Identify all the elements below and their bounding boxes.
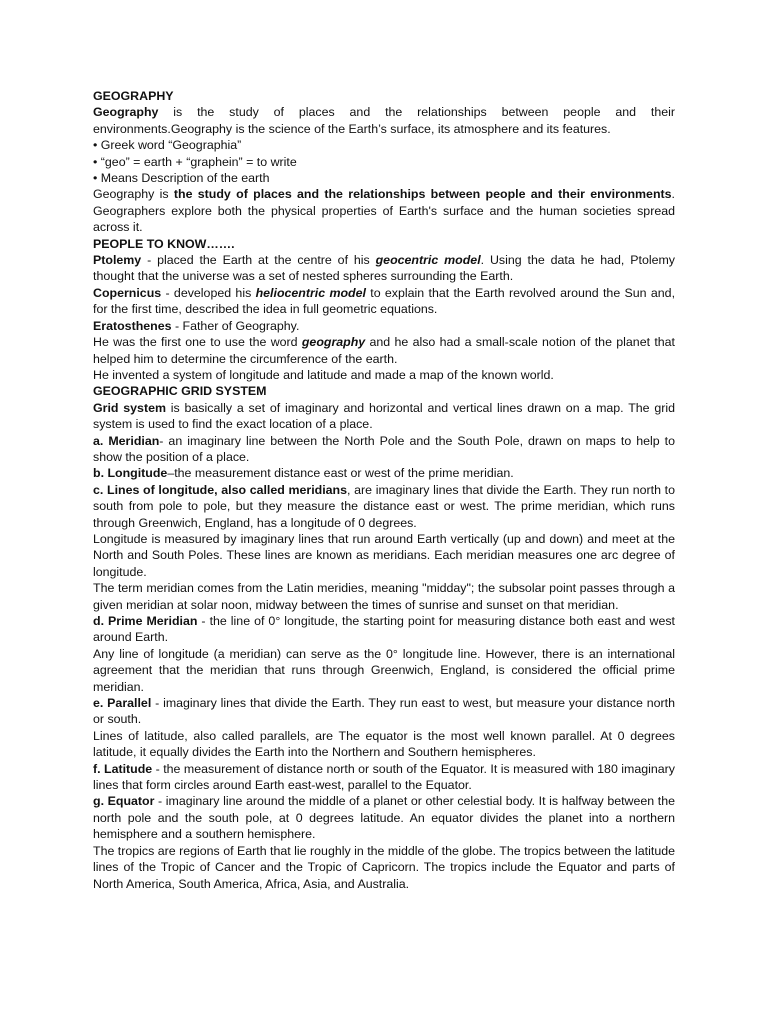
equator-item: g. Equator - imaginary line around the middle of a planet or other celestial body. It is halfway between the north pole and the south pole, at 0 degrees latitude. An equator divides the planet into a northern hemisphere and a southern hemisphere.	[93, 794, 676, 842]
longitude-item: b. Longitude–the measurement distance east or west of the prime meridian.	[93, 466, 514, 481]
meridian-item: a. Meridian- an imaginary line between the North Pole and the South Pole, drawn on maps to help to show the position of a place.	[93, 433, 675, 464]
tropics-paragraph: The tropics are regions of Earth that lie roughly in the middle of the globe. The tropics between the latitude lines of the Tropic of Cancer and the Tropic of Capricorn. The tropics include the Equator and parts of North America, South America, Africa, Asia, and Australia.	[93, 843, 675, 891]
bullet-item: • Greek word “Geographia”	[93, 138, 242, 153]
document-body	[93, 88, 675, 892]
bullet-item: • “geo” = earth + “graphein” = to write	[93, 154, 297, 169]
copernicus-paragraph: Copernicus - developed his heliocentric model to explain that the Earth revolved around the Sun and, for the first time, described the idea in full geometric equations.	[93, 285, 676, 317]
geography-definition: Geography is the study of places and the relationships between people and their environments.Geography is the science of the Earth’s surface, its atmosphere and its features.	[93, 105, 675, 136]
term: Geography	[93, 105, 159, 120]
section-heading-grid: GEOGRAPHIC GRID SYSTEM	[93, 384, 267, 399]
prime-meridian-paragraph: Any line of longitude (a meridian) can serve as the 0° longitude line. However, there is an international agreement that the meridian that runs through Greenwich, England, is considered the official prime meridian.	[93, 646, 675, 694]
parallel-item: e. Parallel - imaginary lines that divide the Earth. They run east to west, but measure your distance north or south.	[93, 696, 675, 727]
eratosthenes-paragraph: He was the first one to use the word geography and he also had a small-scale notion of the planet that helped him to determine the circumference of the earth.	[93, 335, 676, 366]
bullet-item: • Means Description of the earth	[93, 171, 270, 186]
meridian-term-paragraph: The term meridian comes from the Latin meridies, meaning "midday"; the subsolar point passes through a given meridian at solar noon, midway between the times of sunrise and sunset on that meridian.	[93, 581, 675, 612]
geography-paragraph: Geography is the study of places and the relationships between people and their environments. Geographers explore both the physical properties of Earth's surface and the human societies spread across it.	[93, 187, 675, 235]
prime-meridian-item: d. Prime Meridian - the line of 0° longitude, the starting point for measuring distance both east and west around Earth.	[93, 614, 675, 645]
longitude-paragraph: Longitude is measured by imaginary lines that run around Earth vertically (up and down) and meet at the North and South Poles. These lines are known as meridians. Each meridian measures one arc degree of longitude.	[93, 531, 675, 579]
lines-of-longitude-item: c. Lines of longitude, also called meridians, are imaginary lines that divide the Earth. They run north to south from pole to pole, but they measure the distance east or west. The prime meridian, which runs through Greenwich, England, has a longitude of 0 degrees.	[93, 482, 675, 530]
latitude-paragraph: Lines of latitude, also called parallels, are The equator is the most well known parallel. At 0 degrees latitude, it equally divides the Earth into the Northern and Southern hemispheres.	[93, 728, 675, 760]
ptolemy-paragraph: Ptolemy - placed the Earth at the centre of his geocentric model. Using the data he had, Ptolemy thought that the universe was a set of nested spheres surrounding the Earth.	[93, 253, 676, 284]
page-title: GEOGRAPHY	[93, 89, 174, 103]
section-heading-people: PEOPLE TO KNOW…….	[93, 236, 235, 251]
grid-system-paragraph: Grid system is basically a set of imaginary and horizontal and vertical lines drawn on a map. The grid system is used to find the exact location of a place.	[93, 400, 676, 432]
latitude-item: f. Latitude - the measurement of distance north or south of the Equator. It is measured with 180 imaginary lines that form circles around Earth east-west, parallel to the Equator.	[93, 761, 675, 793]
eratosthenes-heading: Eratosthenes - Father of Geography.	[93, 318, 300, 333]
eratosthenes-paragraph-2: He invented a system of longitude and latitude and made a map of the known world.	[93, 367, 554, 382]
